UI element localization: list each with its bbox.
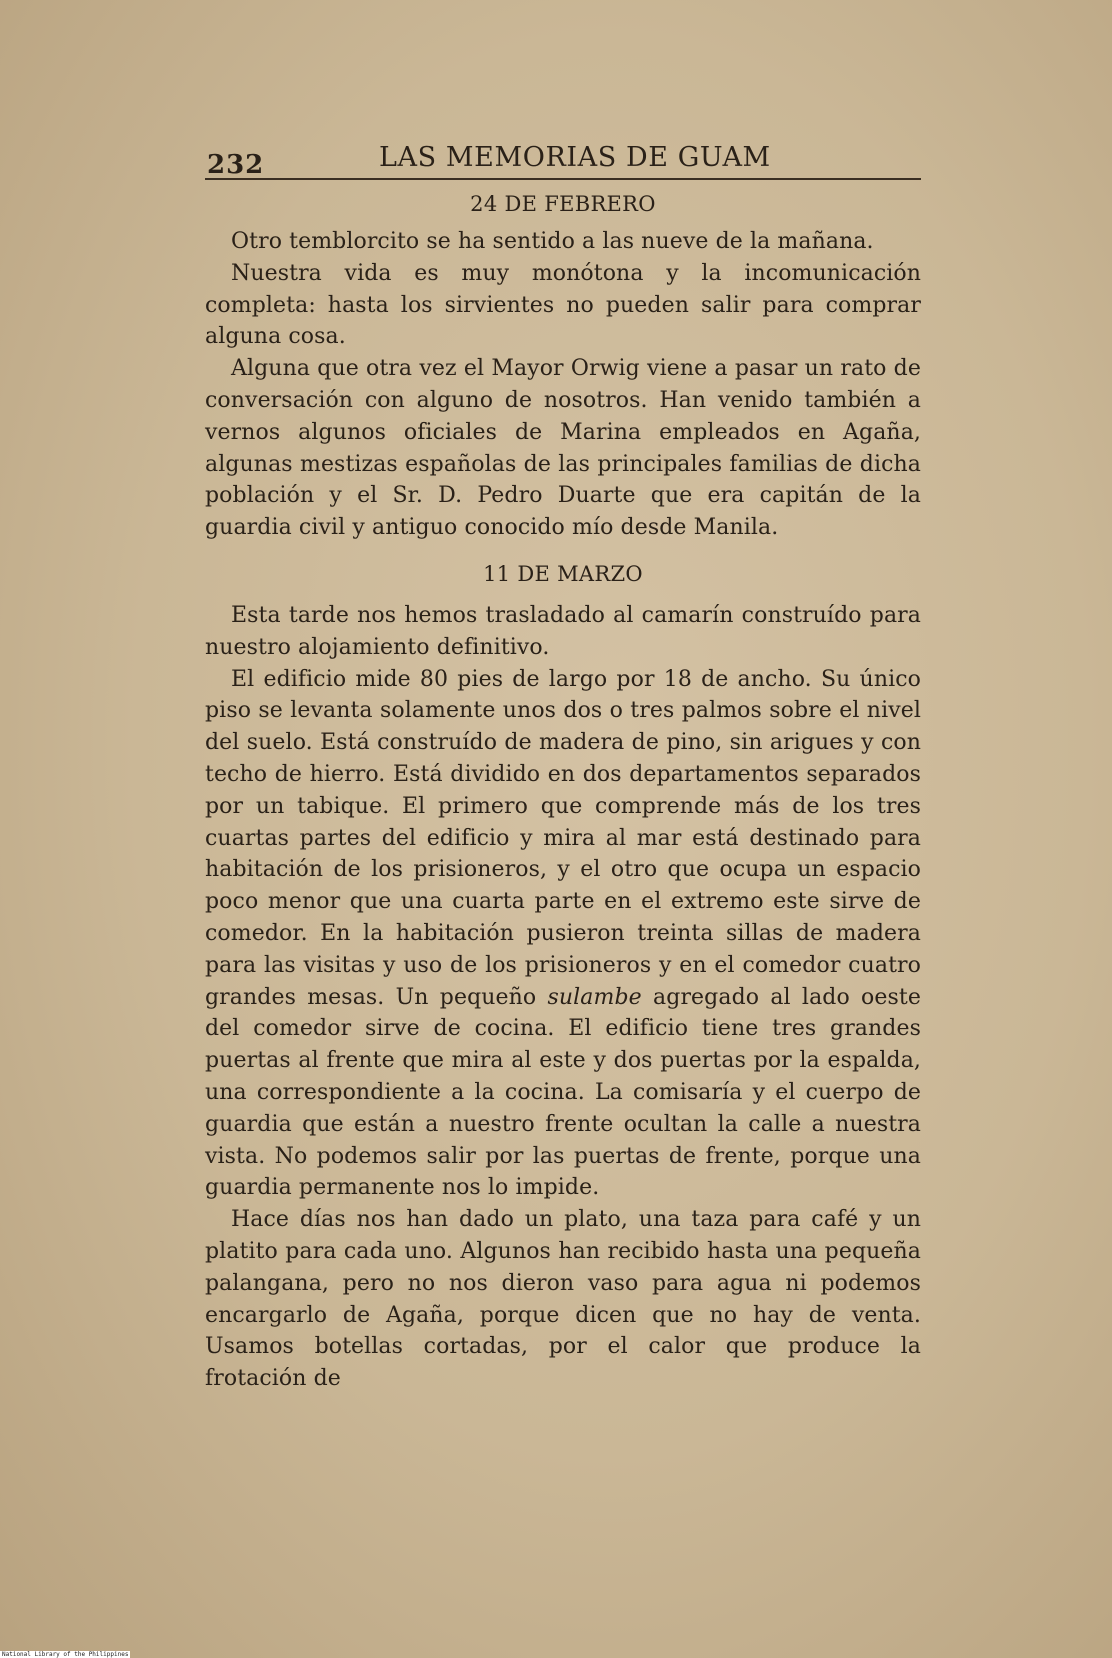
page-number: 232 [207, 150, 265, 180]
entry-mar-11 [205, 562, 921, 1395]
paragraph-text: El edificio mide 80 pies de largo por 18 de ancho. Su único piso se levanta solamente unos dos o tres palmos sobre el nivel del suelo. Está construído de madera de pino, sin arigues y con techo de hierro. Está dividido en dos departamentos separados por un tabique. El primero que comprende más de los tres cuartas partes del edificio y mira al mar está destinado para habitación de los prisioneros, y el otro que ocupa un espacio poco menor que una cuarta parte en el extremo este sirve de comedor. En la habitación pusieron treinta sillas de madera para las visitas y uso de los prisioneros y en el comedor cuatro grandes mesas. [205, 666, 921, 1010]
paragraph: Hace días nos han dado un plato, una taza para café y un platito para cada uno. Algunos han recibido hasta una pequeña palangana, pero no nos dieron vaso para agua ni podemos encargarlo de Agaña, porque dicen que no hay de venta. Usamos botellas cortadas, por el calor que produce la frotación de [205, 1207, 921, 1392]
italic-term: sulambe [547, 984, 642, 1010]
paragraph: Otro temblorcito se ha sentido a las nueve de la mañana. [231, 229, 874, 254]
running-head [205, 130, 921, 180]
paragraph [205, 664, 921, 1205]
running-title: LAS MEMORIAS DE GUAM [379, 142, 771, 173]
date-heading: 24 DE FEBRERO [470, 192, 656, 216]
paragraph-text: agregado al lado oeste del comedor sirve de cocina. El edificio tiene tres grandes puertas al frente que mira al este y dos puertas por la espalda, una correspondiente a la cocina. La comisaría y el cuerpo de guardia que están a nuestro frente ocultan la calle a nuestra vista. No podemos salir por las puertas de frente, porque una guardia permanente nos lo impide. [205, 984, 921, 1201]
book-page [205, 130, 921, 1395]
date-heading: 11 DE MARZO [483, 561, 643, 586]
library-credit: National Library of the Philippines [2, 1651, 129, 1658]
entry-feb-24 [205, 192, 921, 544]
paragraph: Nuestra vida es muy monótona y la incomunicación completa: hasta los sirvientes no pueden salir para comprar alguna cosa. [205, 260, 921, 350]
paragraph-text: Un pequeño [384, 984, 548, 1010]
paragraph: Alguna que otra vez el Mayor Orwig viene a pasar un rato de conversación con alguno de nosotros. Han venido también a vernos algunos oficiales de Marina empleados en Agaña, algunas mestizas españolas de las principales familias de dicha población y el Sr. D. Pedro Duarte que era capitán de la guardia civil y antiguo conocido mío desde Manila. [205, 356, 921, 541]
paragraph: Esta tarde nos hemos trasladado al camarín construído para nuestro alojamiento definitivo. [205, 602, 921, 660]
